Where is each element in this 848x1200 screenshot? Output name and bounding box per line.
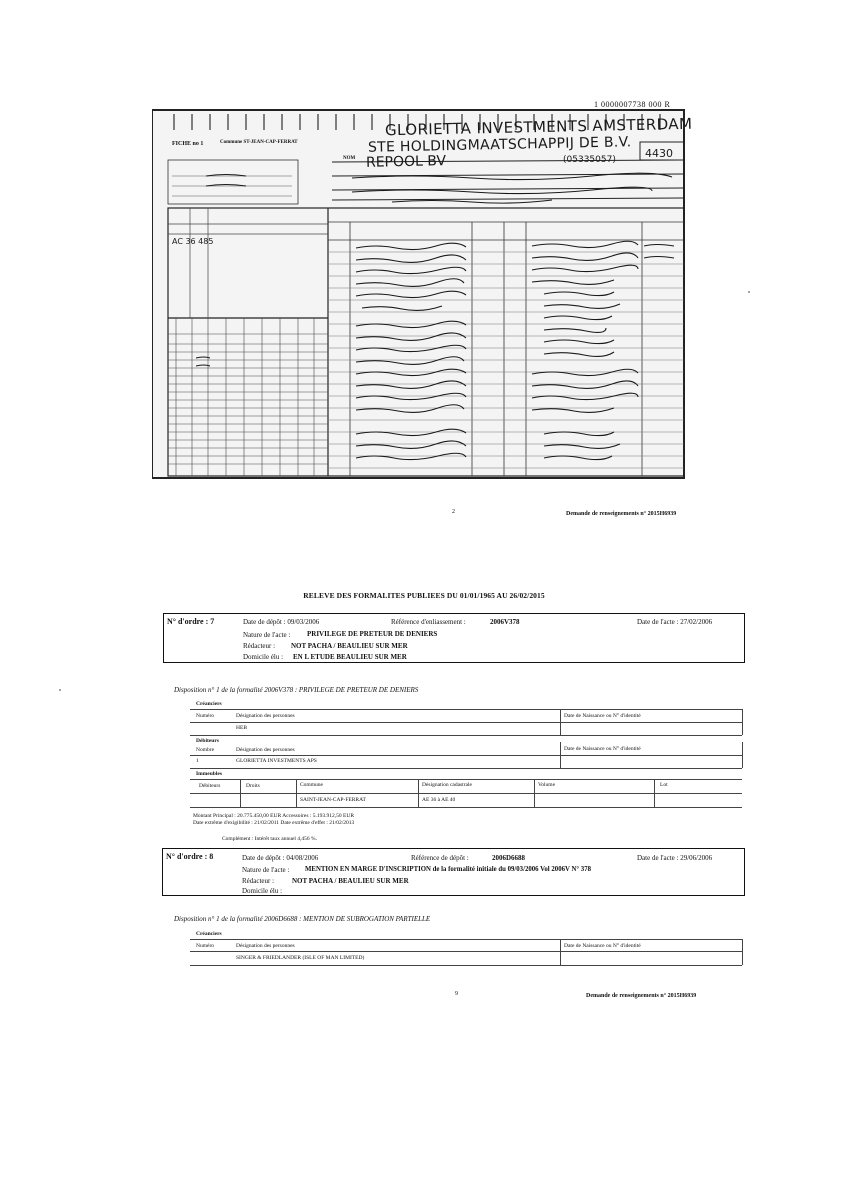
- creancier-value-8: SINGER & FRIEDLANDER (ISLE OF MAN LIMITED): [236, 955, 365, 961]
- col-numero: Numéro: [196, 713, 215, 719]
- col-commune: Commune: [300, 782, 323, 788]
- fiche-commune: Commune ST-JEAN-CAP-FERRAT: [220, 140, 298, 145]
- order-7-ref-value: 2006V378: [490, 618, 520, 626]
- order-8-redacteur-value: NOT PACHA / BEAULIEU SUR MER: [292, 877, 409, 885]
- order-8-ref-label: Référence de dépôt :: [411, 854, 469, 862]
- debiteur-value: GLORIETTA INVESTMENTS APS: [236, 758, 317, 764]
- complement: Complément : Intérêt taux annuel 4,456 %.: [222, 836, 318, 842]
- cadastre-value: AE 36 à AE 40: [422, 797, 456, 803]
- order-7-date-acte: Date de l'acte : 27/02/2006: [637, 618, 713, 626]
- page-number: 2: [452, 509, 455, 515]
- disposition-8-title: Disposition n° 1 de la formalité 2006D6688 : MENTION DE SUBROGATION PARTIELLE: [174, 915, 431, 923]
- fiche-label: FICHE no 1: [172, 141, 204, 147]
- col-droits: Droits: [246, 783, 260, 789]
- creanciers-label-8: Créanciers: [196, 931, 222, 937]
- company-name-line1: GLORIETTA INVESTMENTS AMSTERDAM: [384, 114, 693, 140]
- order-7-redacteur-label: Rédacteur :: [243, 642, 276, 650]
- date-exigibilite: Date extrême d'exigibilité : 21/02/2011 Date extrême d'effet : 21/02/2013: [193, 820, 355, 826]
- order-7-nature-value: PRIVILEGE DE PRETEUR DE DENIERS: [307, 630, 438, 638]
- col-lot: Lot: [660, 782, 668, 788]
- order-7-domicile-label: Domicile élu :: [243, 653, 284, 661]
- order-8-label: N° d'ordre : 8: [166, 852, 214, 861]
- order-7-nature-label: Nature de l'acte :: [243, 631, 291, 639]
- disposition-7-title: Disposition n° 1 de la formalité 2006V378 : PRIVILEGE DE PRETEUR DE DENIERS: [174, 686, 419, 694]
- releve-heading: RELEVE DES FORMALITES PUBLIEES DU 01/01/1965 AU 26/02/2015: [303, 591, 545, 600]
- order-8-ref-value: 2006D6688: [492, 854, 526, 862]
- col-naissance-8: Date de Naissance ou N° d'identité: [564, 943, 641, 949]
- scan-document-number: 1 0000007738 000 R: [594, 100, 671, 109]
- company-name-line3: REPOOL BV: [365, 153, 447, 171]
- fiche-cadastre-cell: AC 36 485: [172, 237, 214, 246]
- demande-reference-2: Demande de renseignements n° 2015H6939: [586, 993, 697, 999]
- demande-reference: Demande de renseignements n° 2015H6939: [566, 511, 677, 517]
- col-designation-8: Désignation des personnes: [236, 943, 295, 949]
- col-designation: Désignation des personnes: [236, 713, 295, 719]
- creancier-value: HEB: [236, 725, 247, 731]
- creanciers-label: Créanciers: [196, 701, 222, 707]
- order-8-date-acte: Date de l'acte : 29/06/2006: [637, 854, 713, 862]
- order-8-redacteur-label: Rédacteur :: [242, 877, 275, 885]
- col-nombre: Nombre: [196, 747, 215, 753]
- debiteurs-label: Débiteurs: [196, 738, 219, 744]
- order-7-ref-label: Référence d'enliassement :: [391, 618, 466, 626]
- montant-principal: Montant Principal : 20.775.450,00 EUR Accessoires : 5.193.912,50 EUR: [193, 813, 355, 819]
- order-8-nature-label: Nature de l'acte :: [242, 866, 290, 874]
- commune-value: SAINT-JEAN-CAP-FERRAT: [300, 797, 366, 803]
- order-7-date-depot: Date de dépôt : 09/03/2006: [243, 618, 320, 626]
- col-cadastrale: Désignation cadastrale: [422, 782, 472, 788]
- immeubles-label: Immeubles: [196, 771, 222, 777]
- col-debiteurs: Débiteurs: [199, 783, 221, 789]
- debiteur-number: 1: [196, 758, 199, 764]
- order-7-domicile-value: EN L ETUDE BEAULIEU SUR MER: [293, 653, 407, 661]
- order-7-label: N° d'ordre : 7: [167, 617, 215, 626]
- company-name-line2: STE HOLDINGMAATSCHAPPIJ DE B.V.: [367, 134, 632, 156]
- page-number-2: 9: [455, 991, 458, 997]
- col-numero-8: Numéro: [196, 943, 215, 949]
- col-volume: Volume: [538, 782, 556, 788]
- nom-label: NOM: [343, 156, 356, 161]
- order-7-redacteur-value: NOT PACHA / BEAULIEU SUR MER: [291, 642, 408, 650]
- order-8-domicile-label: Domicile élu :: [242, 887, 283, 895]
- order-8-date-depot: Date de dépôt : 04/08/2006: [242, 854, 319, 862]
- order-8-nature-value: MENTION EN MARGE D'INSCRIPTION de la formalité initiale du 09/03/2006 Vol 2006V N° 378: [305, 866, 591, 873]
- col-naissance-2: Date de Naissance ou N° d'identité: [564, 746, 641, 752]
- col-naissance: Date de Naissance ou N° d'identité: [564, 713, 641, 719]
- col-designation-2: Désignation des personnes: [236, 747, 295, 753]
- fiche-box-number: 4430: [645, 147, 673, 160]
- fiche-small-number: (05335057): [563, 155, 616, 165]
